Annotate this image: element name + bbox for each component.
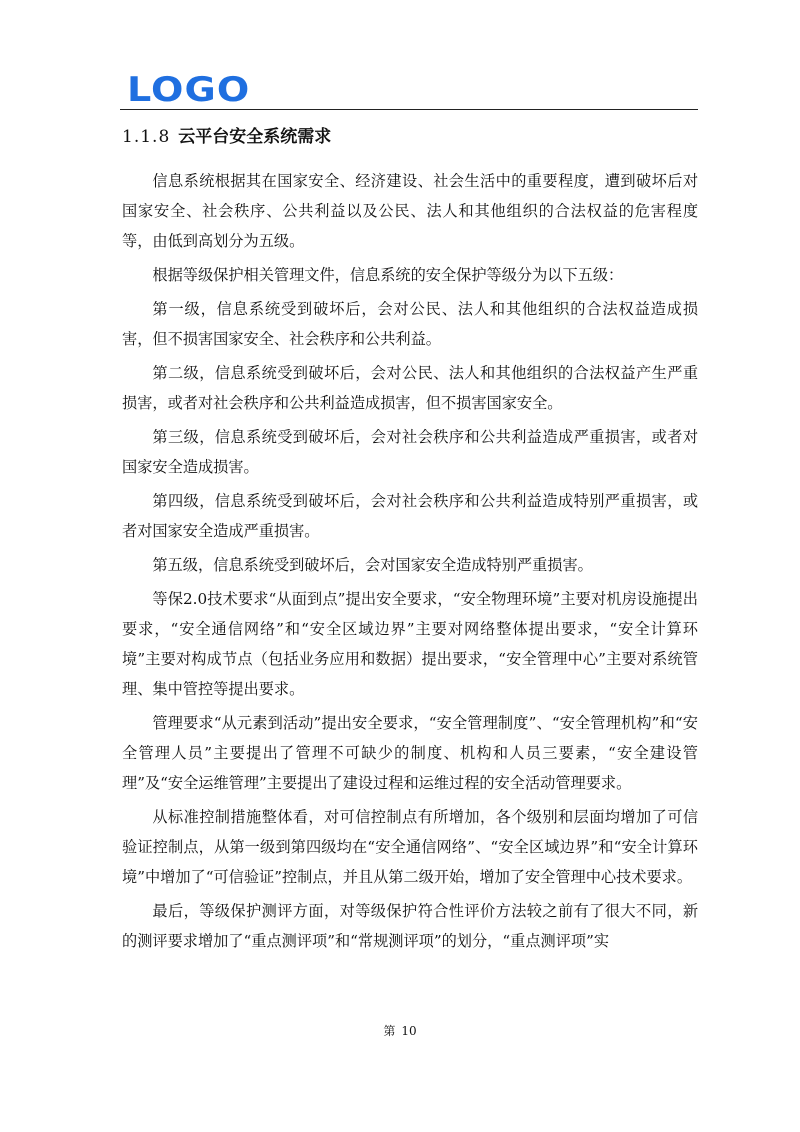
section-number: 1.1.8: [122, 127, 171, 147]
logo: LOGO: [127, 70, 251, 110]
paragraph: 等保2.0技术要求“从面到点”提出安全要求，“安全物理环境”主要对机房设施提出要求，“安全通信网络”和“安全区域边界”主要对网络整体提出要求，“安全计算环境”主要对构成节点（包括业务应用和数据）提出要求，“安全管理中心”主要对系统管理、集中管控等提出要求。: [122, 590, 698, 698]
paragraph: 第三级，信息系统受到破坏后，会对社会秩序和公共利益造成严重损害，或者对国家安全造成损害。: [122, 428, 698, 476]
page-number: 10: [401, 1024, 417, 1038]
paragraph: 第一级，信息系统受到破坏后，会对公民、法人和其他组织的合法权益造成损害，但不损害国家安全、社会秩序和公共利益。: [122, 300, 698, 348]
section-heading: [122, 124, 331, 150]
paragraph: 最后，等级保护测评方面，对等级保护符合性评价方法较之前有了很大不同，新的测评要求增加了“重点测评项”和“常规测评项”的划分，“重点测评项”实: [122, 902, 698, 950]
paragraph: 第五级，信息系统受到破坏后，会对国家安全造成特别严重损害。: [152, 556, 593, 574]
paragraph: 从标准控制措施整体看，对可信控制点有所增加，各个级别和层面均增加了可信验证控制点，从第一级到第四级均在“安全通信网络”、“安全区域边界”和“安全计算环境”中增加了“可信验证”控制点，并且从第二级开始，增加了安全管理中心技术要求。: [122, 808, 698, 886]
page-prefix: 第: [383, 1024, 396, 1038]
body-text: [122, 166, 698, 960]
paragraph: 根据等级保护相关管理文件，信息系统的安全保护等级分为以下五级：: [152, 266, 624, 284]
paragraph: 第二级，信息系统受到破坏后，会对公民、法人和其他组织的合法权益产生严重损害，或者对社会秩序和公共利益造成损害，但不损害国家安全。: [122, 364, 698, 412]
paragraph: 第四级，信息系统受到破坏后，会对社会秩序和公共利益造成特别严重损害，或者对国家安全造成严重损害。: [122, 492, 698, 540]
paragraph: 信息系统根据其在国家安全、经济建设、社会生活中的重要程度，遭到破坏后对国家安全、社会秩序、公共利益以及公民、法人和其他组织的合法权益的危害程度等，由低到高划分为五级。: [122, 172, 698, 250]
page-footer: [0, 1023, 800, 1039]
header-divider: [120, 109, 698, 110]
section-title: 云平台安全系统需求: [178, 127, 332, 147]
paragraph: 管理要求“从元素到活动”提出安全要求，“安全管理制度”、“安全管理机构”和“安全管理人员”主要提出了管理不可缺少的制度、机构和人员三要素，“安全建设管理”及“安全运维管理”主要提出了建设过程和运维过程的安全活动管理要求。: [122, 714, 698, 792]
